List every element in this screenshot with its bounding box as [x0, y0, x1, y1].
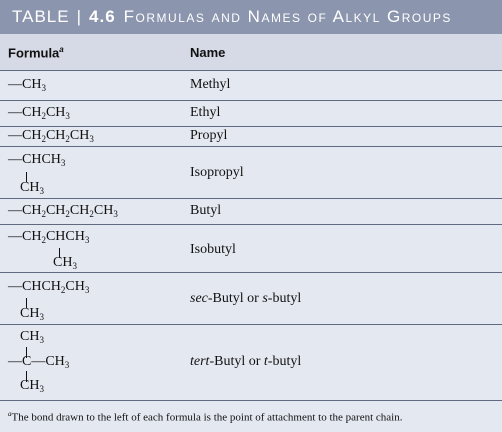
formula-cell: $—CH_2CH_2CH_3$: [8, 128, 94, 144]
table-title-bar: [0, 0, 502, 34]
table-row: [0, 272, 502, 324]
formula-branch-bottom: $CH_3$: [20, 378, 44, 394]
table-row: [0, 198, 502, 224]
header-formula: Formula$^a$: [8, 45, 64, 61]
table-footnote: [8, 410, 402, 424]
name-cell: Ethyl: [190, 105, 221, 120]
table-header-row: [0, 34, 502, 70]
table-row: [0, 126, 502, 146]
name-cell: tert-Butyl or t-butyl: [190, 354, 302, 369]
formula-cell: $—CH_2CH_3$: [8, 105, 70, 121]
table-caption: Formulas and Names of Alkyl Groups: [123, 7, 452, 26]
header-name: Name: [190, 45, 226, 60]
table-row: [0, 146, 502, 198]
table-row: [0, 70, 502, 100]
table-number: 4.6: [89, 7, 116, 26]
name-cell: Methyl: [190, 77, 231, 92]
formula-cell: $—CHCH_2CH_3$: [8, 279, 90, 295]
footnote-marker: a: [8, 410, 12, 418]
formula-branch-top: $CH_3$: [20, 329, 44, 345]
formula-cell: $—CH_2CHCH_3$: [8, 229, 90, 245]
table-row: [0, 100, 502, 126]
table-label: TABLE: [12, 7, 70, 26]
formula-cell: $—CHCH_3$: [8, 152, 66, 168]
name-cell: Butyl: [190, 203, 222, 218]
table-bottom-rule: [0, 400, 502, 401]
table-row: [0, 224, 502, 272]
formula-cell: $—C—CH_3$: [8, 354, 70, 370]
header-footnote-marker: a: [59, 45, 64, 54]
formula-cell: $—CH_3$: [8, 77, 46, 93]
name-cell: Isobutyl: [190, 242, 236, 257]
name-cell: Isopropyl: [190, 165, 244, 180]
formula-branch: $CH_3$: [20, 306, 44, 322]
formula-cell: $—CH_2CH_2CH_2CH_3$: [8, 203, 118, 219]
table-separator: |: [76, 7, 83, 26]
name-cell: sec-Butyl or s-butyl: [190, 291, 302, 306]
name-cell: Propyl: [190, 128, 228, 143]
table-row: [0, 324, 502, 400]
formula-branch: $CH_3$: [20, 180, 44, 196]
formula-branch: $CH_3$: [53, 255, 77, 271]
footnote-text: The bond drawn to the left of each formula is the point of attachment to the parent chain.: [11, 411, 403, 424]
